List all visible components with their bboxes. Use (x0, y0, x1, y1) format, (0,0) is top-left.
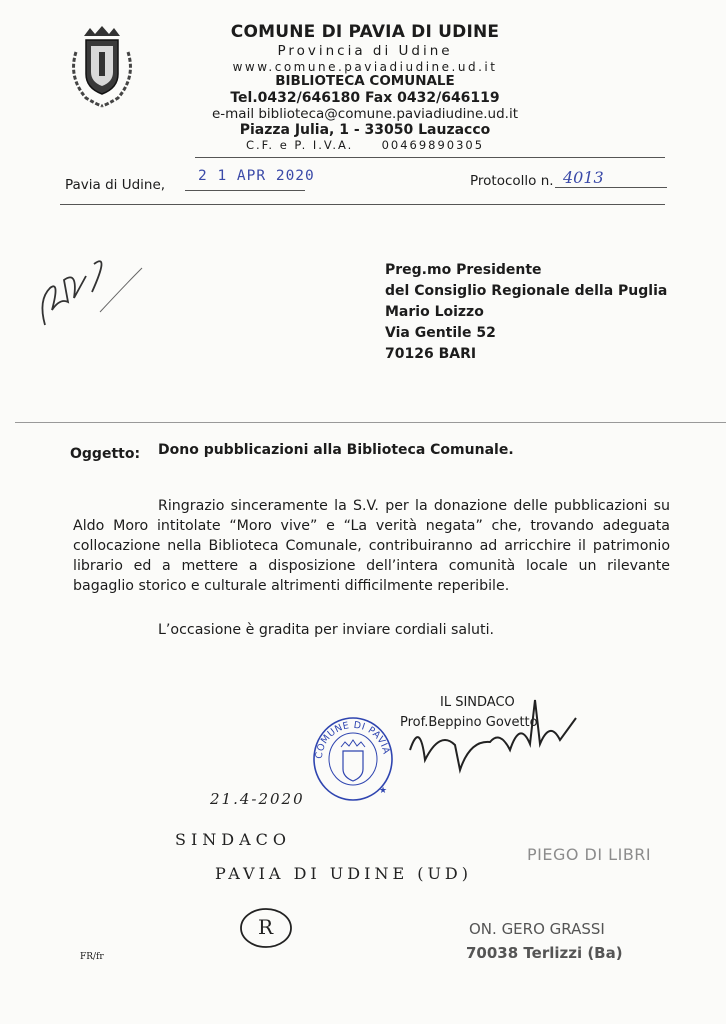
handwritten-date: 21.4-2020 (210, 790, 305, 808)
email-line: e-mail biblioteca@comune.paviadiudine.ud.it (211, 106, 519, 122)
recipient-line: Mario Loizzo (385, 304, 484, 320)
subject-label: Oggetto: (70, 446, 141, 462)
svg-text:COMUNE DI PAVIA DI UDINE (312, 713, 392, 759)
date-stamp: 2 1 APR 2020 (198, 168, 315, 184)
tax-id-label: C.F. e P. I.V.A. (245, 138, 354, 152)
subject-text: Dono pubblicazioni alla Biblioteca Comunale. (158, 442, 514, 458)
closing-paragraph: L’occasione è gradita per inviare cordiali saluti. (158, 622, 495, 638)
meta-rule (60, 204, 665, 205)
signatory-name: Prof.Beppino Govetto (400, 715, 538, 730)
signature-scribble (400, 680, 580, 780)
header-rule (195, 157, 665, 158)
province-line: Provincia di Udine (277, 43, 453, 59)
recipient-line: del Consiglio Regionale della Puglia (385, 283, 668, 299)
official-seal (312, 713, 394, 801)
handwritten-line: PAVIA DI UDINE (UD) (215, 864, 472, 883)
svg-text:★: ★ (379, 786, 388, 796)
address-line: Piazza Julia, 1 - 33050 Lauzacco (239, 122, 491, 138)
signatory-role: IL SINDACO (440, 695, 515, 710)
footer-initials: FR/fr (80, 952, 104, 962)
sender-city: 70038 Terlizzi (Ba) (466, 944, 623, 962)
website-line: www.comune.paviadiudine.ud.it (232, 60, 498, 74)
date-underline (185, 190, 305, 191)
protocol-number: 4013 (563, 168, 604, 187)
fold-line (15, 422, 726, 423)
recipient-line: 70126 BARI (385, 346, 477, 362)
tax-id-line (195, 138, 535, 152)
protocol-label: Protocollo n. (470, 173, 554, 189)
body-paragraph: Ringrazio sinceramente la S.V. per la donazione delle pubblicazioni su Aldo Moro intitolate “Moro vive” e “La verità negata” che, trovando adeguata collocazione nella Biblioteca Comunale, contribuiranno ad arricchire il patrimonio librario ed a mettere a disposizione dell’intera comunità locale un rilevante bagaglio storico e culturale altrimenti difficilmente reperibile. (73, 498, 670, 594)
handwritten-annotation (30, 240, 150, 340)
seal-text: COMUNE DI PAVIA (313, 719, 392, 760)
circled-letter: R (258, 915, 274, 939)
handwritten-line: SINDACO (175, 830, 292, 849)
tax-id-value: 00469890305 (381, 138, 485, 152)
library-line: BIBLIOTECA COMUNALE (275, 73, 455, 89)
phone-fax-line: Tel.0432/646180 Fax 0432/646119 (230, 90, 500, 106)
recipient-block (385, 260, 667, 365)
coat-of-arms (62, 22, 142, 110)
recipient-line: Preg.mo Presidente (385, 262, 542, 278)
sender-name: ON. GERO GRASSI (469, 920, 605, 938)
place-label: Pavia di Udine, (65, 177, 166, 193)
circled-mark (238, 906, 294, 950)
recipient-line: Via Gentile 52 (385, 325, 496, 341)
municipality-title: COMUNE DI PAVIA DI UDINE (230, 22, 500, 42)
piego-stamp: PIEGO DI LIBRI (527, 845, 652, 864)
protocol-underline (555, 187, 667, 188)
